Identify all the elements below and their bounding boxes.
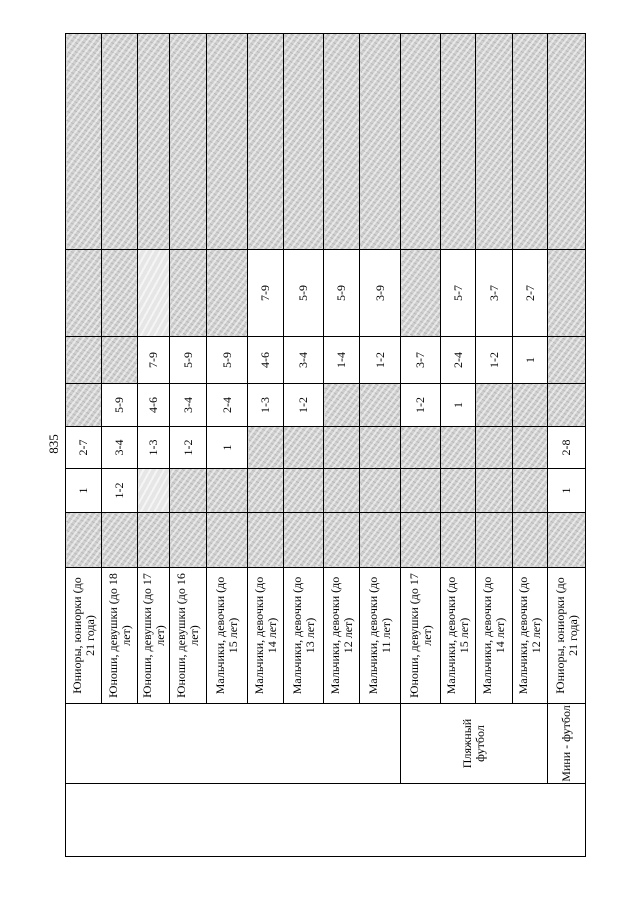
value-cell: 2-7 [66,427,102,469]
value-cell: 2-8 [548,427,586,469]
table-row [548,34,586,857]
shaded-cell [170,250,207,337]
shaded-cell [170,34,207,250]
category-cell: Мальчики, девочки (до 13 лет) [284,568,324,704]
shaded-cell [513,384,548,427]
shaded-cell [248,469,284,513]
shaded-cell [360,469,401,513]
shaded-cell [324,469,360,513]
shaded-cell [441,427,476,469]
shaded-cell [284,513,324,568]
category-cell: Мальчики, девочки (до 14 лет) [248,568,284,704]
shaded-cell [513,469,548,513]
shaded-cell [548,337,586,384]
value-cell: 5-9 [284,250,324,337]
category-cell: Мальчики, девочки (до 15 лет) [207,568,248,704]
shaded-cell [548,250,586,337]
empty-cell [138,469,170,513]
shaded-cell [248,34,284,250]
shaded-cell [360,427,401,469]
shaded-cell [360,513,401,568]
value-cell: 5-7 [441,250,476,337]
shaded-cell [207,469,248,513]
shaded-cell [513,427,548,469]
shaded-cell [138,513,170,568]
category-cell: Юниоры, юниорки (до 21 года) [66,568,102,704]
shaded-cell [441,34,476,250]
value-cell: 3-4 [102,427,138,469]
shaded-cell [248,513,284,568]
shaded-cell [207,34,248,250]
shaded-cell [284,34,324,250]
shaded-cell [66,250,102,337]
sport-cell-empty [66,704,401,784]
shaded-cell [401,469,441,513]
shaded-cell [284,469,324,513]
category-cell: Юноши, девушки (до 17 лет) [138,568,170,704]
shaded-cell [207,513,248,568]
shaded-cell [476,427,513,469]
value-cell: 1 [441,384,476,427]
shaded-cell [401,427,441,469]
value-cell: 3-4 [284,337,324,384]
value-cell: 1-2 [170,427,207,469]
value-cell: 2-7 [513,250,548,337]
shaded-cell [170,513,207,568]
category-cell: Юниоры, юниорки (до 21 года) [548,568,586,704]
shaded-cell [66,34,102,250]
shaded-cell [324,34,360,250]
value-cell: 1-2 [360,337,401,384]
value-cell: 5-9 [102,384,138,427]
table-row [401,34,441,857]
shaded-cell [441,513,476,568]
blank-column-cell [66,784,586,857]
value-cell: 3-7 [476,250,513,337]
shaded-cell [548,384,586,427]
value-cell: 7-9 [138,337,170,384]
value-cell: 5-9 [170,337,207,384]
category-cell: Юноши, девушки (до 16 лет) [170,568,207,704]
value-cell: 3-4 [170,384,207,427]
value-cell: 1-3 [248,384,284,427]
table-row [66,34,102,857]
shaded-cell [66,513,102,568]
value-cell: 5-9 [207,337,248,384]
shaded-cell [324,427,360,469]
value-cell: 1-2 [401,384,441,427]
value-cell: 3-7 [401,337,441,384]
value-cell: 4-6 [248,337,284,384]
shaded-cell [102,34,138,250]
value-cell: 4-6 [138,384,170,427]
shaded-cell [138,34,170,250]
shaded-cell [441,469,476,513]
shaded-cell [360,34,401,250]
category-cell: Юноши, девушки (до 18 лет) [102,568,138,704]
shaded-cell [66,384,102,427]
shaded-cell [513,513,548,568]
value-cell: 2-4 [207,384,248,427]
value-cell: 1-2 [102,469,138,513]
shaded-cell [476,34,513,250]
rotated-table-container [65,34,582,857]
shaded-cell [102,513,138,568]
value-cell: 1-2 [284,384,324,427]
shaded-cell [476,384,513,427]
shaded-cell [102,250,138,337]
category-cell: Мальчики, девочки (до 12 лет) [513,568,548,704]
value-cell: 1 [207,427,248,469]
value-cell: 1-3 [138,427,170,469]
table-body [66,34,586,857]
value-cell: 7-9 [248,250,284,337]
shaded-cell [548,513,586,568]
shaded-cell [513,34,548,250]
shaded-cell [284,427,324,469]
shaded-cell [102,337,138,384]
category-cell: Мальчики, девочки (до 11 лет) [360,568,401,704]
shaded-cell [324,513,360,568]
value-cell: 5-9 [324,250,360,337]
shaded-cell [476,469,513,513]
value-cell: 1 [513,337,548,384]
empty-cell [138,250,170,337]
sport-label-mini: Мини - футбол [548,704,586,784]
value-cell: 1 [548,469,586,513]
value-cell: 2-4 [441,337,476,384]
shaded-cell [548,34,586,250]
page-number: 835 [46,434,61,454]
sport-label-beach: Пляжный футбол [401,704,548,784]
shaded-cell [324,384,360,427]
value-cell: 1-2 [476,337,513,384]
category-cell: Мальчики, девочки (до 15 лет) [441,568,476,704]
shaded-cell [401,513,441,568]
shaded-cell [248,427,284,469]
value-cell: 3-9 [360,250,401,337]
value-cell: 1-4 [324,337,360,384]
classification-table [65,33,586,857]
shaded-cell [360,384,401,427]
value-cell: 1 [66,469,102,513]
shaded-cell [207,250,248,337]
category-cell: Мальчики, девочки (до 14 лет) [476,568,513,704]
shaded-cell [66,337,102,384]
category-cell: Юноши, девушки (до 17 лет) [401,568,441,704]
shaded-cell [170,469,207,513]
shaded-cell [476,513,513,568]
shaded-cell [401,34,441,250]
shaded-cell [401,250,441,337]
category-cell: Мальчики, девочки (до 12 лет) [324,568,360,704]
